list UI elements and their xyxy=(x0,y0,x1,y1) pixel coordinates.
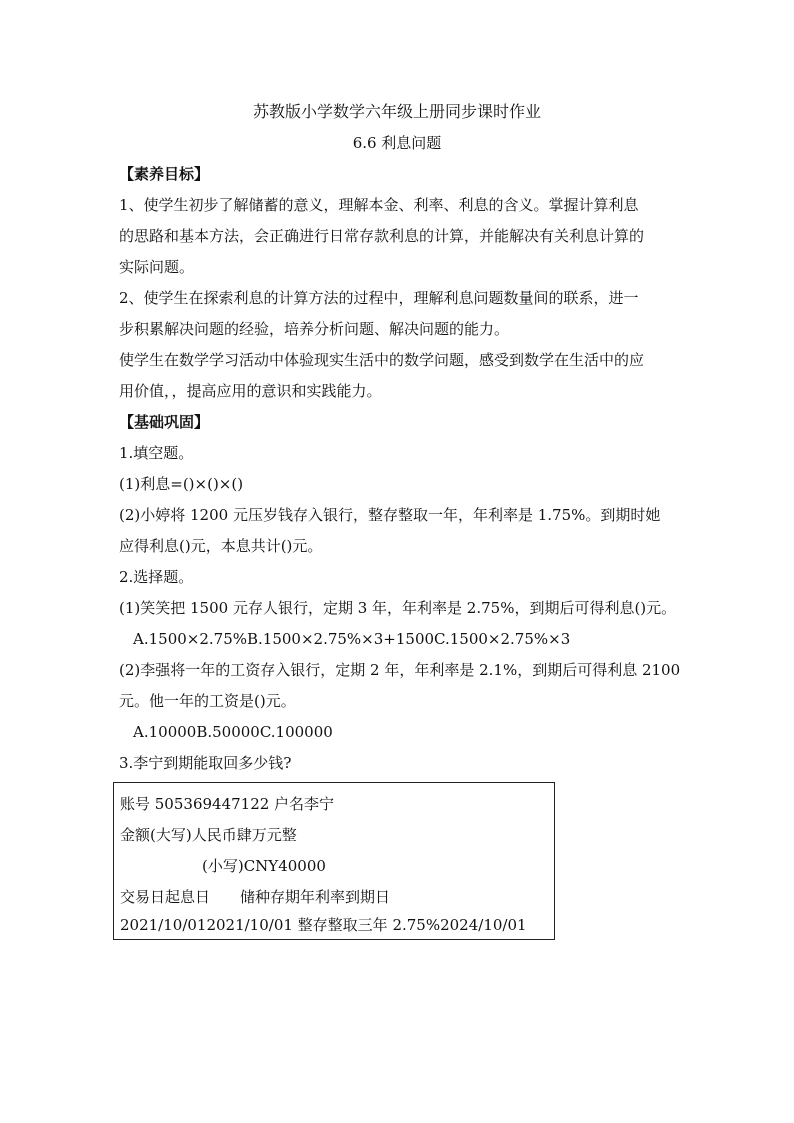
question-2-1-options: A.1500×2.75%B.1500×2.75%×3+1500C.1500×2.75%×3 xyxy=(133,630,571,648)
goal-3-line-1: 使学生在数学学习活动中体验现实生活中的数学问题，感受到数学在生活中的应 xyxy=(119,351,645,369)
goal-1-line-3: 实际问题。 xyxy=(119,258,195,276)
question-2-2-line-1: (2)李强将一年的工资存入银行，定期 2 年，年利率是 2.1%，到期后可得利息 2100 xyxy=(119,661,681,679)
question-1-2-line-1: (2)小婷将 1200 元压岁钱存入银行，整存整取一年，年利率是 1.75%。到期时她 xyxy=(119,506,661,524)
receipt-header-row: 交易日起息日 储种存期年利率到期日 xyxy=(120,888,391,906)
question-2-title: 2.选择题。 xyxy=(119,568,194,586)
goal-2-line-1: 2、使学生在探索利息的计算方法的过程中，理解利息问题数量间的联系，进一 xyxy=(119,289,639,307)
question-3-title: 3.李宁到期能取回多少钱? xyxy=(119,754,292,772)
receipt-amount-words-row: 金额(大写)人民币肆万元整 xyxy=(120,826,297,844)
goal-2-line-2: 步积累解决问题的经验，培养分析问题、解决问题的能力。 xyxy=(119,320,510,338)
lesson-subtitle: 6.6 利息问题 xyxy=(352,134,442,152)
question-1-title: 1.填空题。 xyxy=(119,444,194,462)
goal-3-line-2: 用价值，，提高应用的意识和实践能力。 xyxy=(119,382,382,400)
goal-1-line-2: 的思路和基本方法，会正确进行日常存款利息的计算，并能解决有关利息计算的 xyxy=(119,227,645,245)
receipt-values-row: 2021/10/012021/10/01 整存整取三年 2.75%2024/10/01 xyxy=(120,916,527,934)
question-2-1: (1)笑笑把 1500 元存人银行，定期 3 年，年利率是 2.75%，到期后可得利息()元。 xyxy=(119,599,677,617)
receipt-account-row: 账号 505369447122 户名李宁 xyxy=(120,795,335,813)
goal-1-line-1: 1、使学生初步了解储蓄的意义，理解本金、利率、利息的含义。掌握计算利息 xyxy=(119,196,639,214)
question-1-2-line-2: 应得利息()元，本息共计()元。 xyxy=(119,537,323,555)
basics-heading: 【基础巩固】 xyxy=(119,413,210,431)
receipt-amount-figures-row: (小写)CNY40000 xyxy=(202,857,326,875)
question-2-2-line-2: 元。他一年的工资是()元。 xyxy=(119,692,296,710)
goals-heading: 【素养目标】 xyxy=(119,165,210,183)
deposit-receipt-box xyxy=(113,782,555,940)
document-title: 苏教版小学数学六年级上册同步课时作业 xyxy=(252,102,541,121)
question-2-2-options: A.10000B.50000C.100000 xyxy=(133,723,333,741)
question-1-1: (1)利息=()×()×() xyxy=(119,475,244,493)
